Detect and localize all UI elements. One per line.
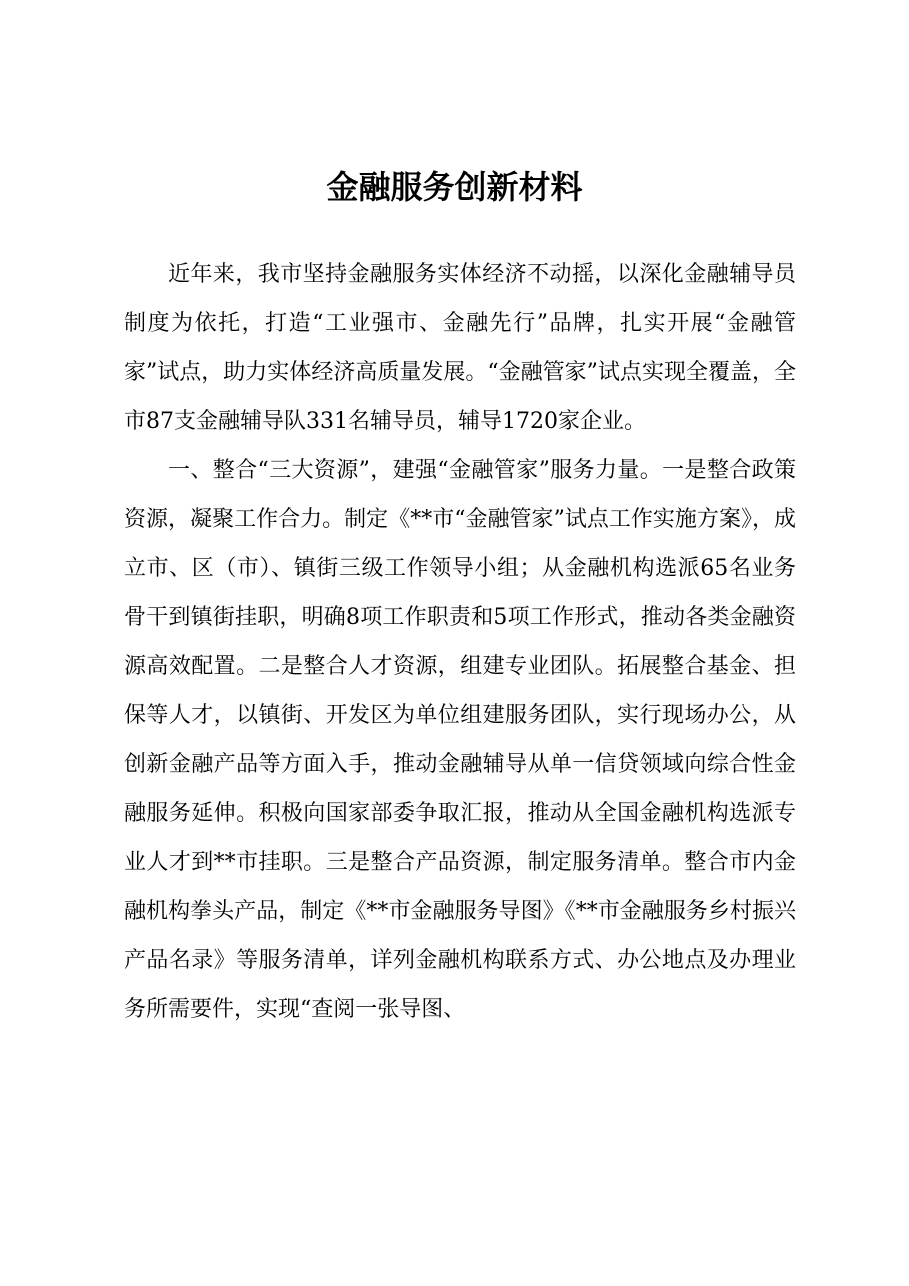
paragraph-section-one: 一、整合“三大资源”，建强“金融管家”服务力量。一是整合政策资源，凝聚工作合力。制定《**市“金融管家”试点工作实施方案》，成立市、区（市）、镇街三级工作领导小组；从金融机构选派65名业务骨干到镇街挂职，明确8项工作职责和5项工作形式，推动各类金融资源高效配置。二是整合人才资源，组建专业团队。拓展整合基金、担保等人才，以镇街、开发区为单位组建服务团队，实行现场办公，从创新金融产品等方面入手，推动金融辅导从单一信贷领域向综合性金融服务延伸。积极向国家部委争取汇报，推动从全国金融机构选派专业人才到**市挂职。三是整合产品资源，制定服务清单。整合市内金融机构拳头产品，制定《**市金融服务导图》《**市金融服务乡村振兴产品名录》等服务清单，详列金融机构联系方式、办公地点及办理业务所需要件，实现“查阅一张导图、 <box>124 458 796 1022</box>
paragraph-intro: 近年来，我市坚持金融服务实体经济不动摇，以深化金融辅导员制度为依托，打造“工业强市、金融先行”品牌，扎实开展“金融管家”试点，助力实体经济高质量发展。“金融管家”试点实现全覆盖，全市87支金融辅导队331名辅导员，辅导1720家企业。 <box>124 262 796 434</box>
document-title: 金融服务创新材料 <box>326 168 583 206</box>
document-body <box>124 250 796 1034</box>
